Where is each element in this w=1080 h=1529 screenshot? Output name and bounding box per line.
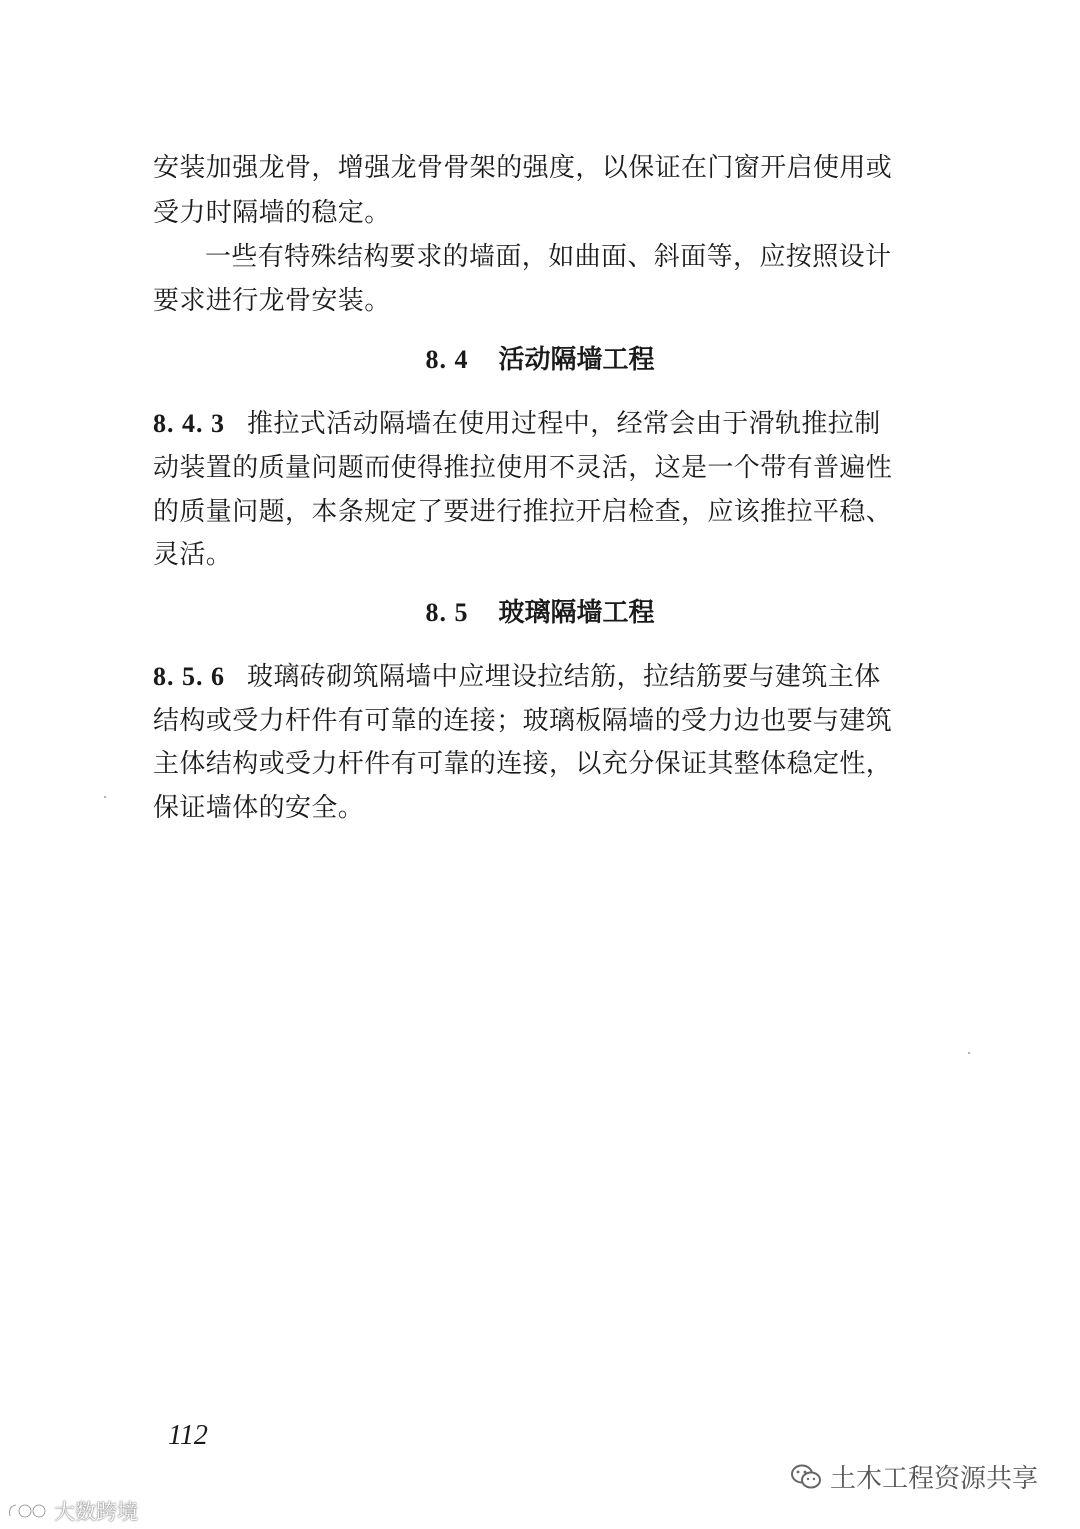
brand-logo-icon bbox=[6, 1500, 50, 1522]
section-heading-8-4 bbox=[0, 342, 1080, 378]
clause-number: 8. 5. 6 bbox=[153, 662, 225, 691]
wechat-icon bbox=[790, 1463, 822, 1491]
clause-line bbox=[153, 406, 881, 442]
text-line: 结构或受力杆件有可靠的连接；玻璃板隔墙的受力边也要与建筑 bbox=[153, 706, 893, 736]
clause-number: 8. 4. 3 bbox=[153, 409, 225, 438]
watermark-right bbox=[790, 1458, 1038, 1495]
text-line: 灵活。 bbox=[153, 540, 233, 570]
text-line: 保证墙体的安全。 bbox=[153, 793, 365, 823]
watermark-text: 土木工程资源共享 bbox=[830, 1464, 1039, 1494]
clause-text: 推拉式活动隔墙在使用过程中，经常会由于滑轨推拉制 bbox=[247, 409, 881, 439]
text-line: 一些有特殊结构要求的墙面，如曲面、斜面等，应按照设计 bbox=[205, 242, 892, 272]
scan-speck bbox=[968, 1052, 970, 1054]
section-title: 玻璃隔墙工程 bbox=[498, 598, 655, 628]
section-number: 8. 5 bbox=[425, 598, 469, 627]
text-line: 的质量问题，本条规定了要进行推拉开启检查，应该推拉平稳、 bbox=[153, 497, 893, 527]
text-line: 主体结构或受力杆件有可靠的连接，以充分保证其整体稳定性， bbox=[153, 749, 893, 779]
clause-line bbox=[153, 659, 881, 695]
page-number: 112 bbox=[168, 1420, 208, 1451]
text-line: 动装置的质量问题而使得推拉使用不灵活，这是一个带有普遍性 bbox=[153, 453, 893, 483]
clause-text: 玻璃砖砌筑隔墙中应埋设拉结筋，拉结筋要与建筑主体 bbox=[247, 662, 881, 692]
section-number: 8. 4 bbox=[425, 345, 469, 374]
section-heading-8-5 bbox=[0, 595, 1080, 631]
section-title: 活动隔墙工程 bbox=[498, 345, 655, 375]
watermark-text: 大数跨境 bbox=[54, 1500, 138, 1524]
scan-speck bbox=[104, 796, 106, 798]
text-line: 安装加强龙骨，增强龙骨骨架的强度，以保证在门窗开启使用或 bbox=[153, 153, 893, 183]
watermark-left bbox=[6, 1496, 138, 1526]
text-line: 受力时隔墙的稳定。 bbox=[153, 198, 391, 228]
text-line: 要求进行龙骨安装。 bbox=[153, 286, 391, 316]
